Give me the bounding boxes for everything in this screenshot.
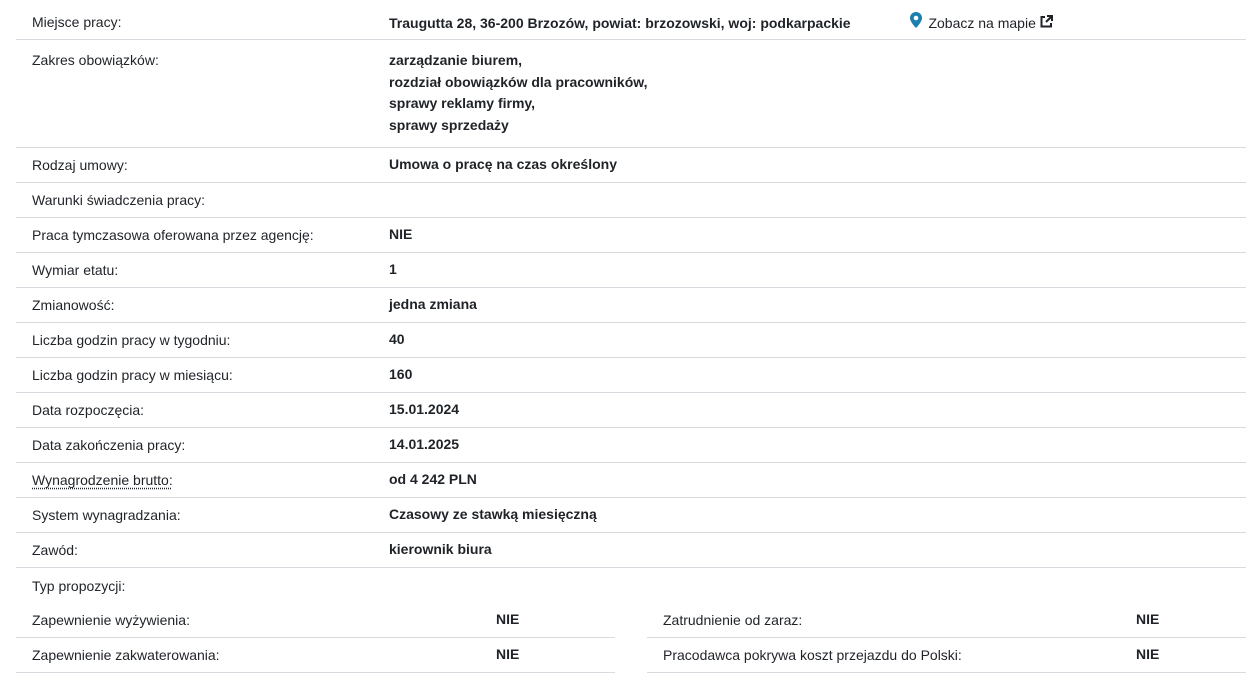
row-value: 40 bbox=[389, 331, 405, 348]
row-label: Zakres obowiązków: bbox=[32, 52, 159, 68]
map-pin-icon bbox=[910, 12, 922, 35]
row-label: Warunki świadczenia pracy: bbox=[32, 192, 205, 208]
row-duties bbox=[16, 40, 1246, 148]
row-hours-week bbox=[16, 323, 1246, 358]
row-label: Typ propozycji: bbox=[32, 577, 126, 594]
duty-item: sprawy reklamy firmy, bbox=[389, 95, 536, 111]
gross-salary-tooltip-trigger[interactable]: Wynagrodzenie brutto: bbox=[32, 472, 173, 488]
row-value: 15.01.2024 bbox=[389, 401, 460, 418]
row-label: System wynagradzania: bbox=[32, 507, 181, 523]
row-value: 160 bbox=[389, 366, 413, 383]
row-offer-type bbox=[16, 568, 1246, 603]
row-value: 1 bbox=[389, 261, 397, 278]
row-value: Czasowy ze stawką miesięczną bbox=[389, 506, 597, 523]
row-label: Zmianowość: bbox=[32, 297, 115, 313]
row-value bbox=[389, 50, 648, 136]
row-value: Umowa o pracę na czas określony bbox=[389, 156, 617, 173]
row-work-conditions bbox=[16, 183, 1246, 218]
row-value: kierownik biura bbox=[389, 541, 492, 558]
row-label: Rodzaj umowy: bbox=[32, 157, 128, 173]
row-immediate-hire bbox=[647, 603, 1246, 638]
offer-type-grid bbox=[16, 603, 1246, 673]
row-label: Miejsce pracy: bbox=[32, 14, 122, 30]
duty-item: zarządzanie biurem, bbox=[389, 52, 523, 68]
row-label: Liczba godzin pracy w miesiącu: bbox=[32, 367, 233, 383]
row-value: NIE bbox=[1136, 646, 1160, 663]
row-temporary-work bbox=[16, 218, 1246, 253]
offer-type-right-column bbox=[647, 603, 1246, 673]
row-label: Liczba godzin pracy w tygodniu: bbox=[32, 332, 231, 348]
row-label: Zawód: bbox=[32, 542, 78, 558]
row-label: Data zakończenia pracy: bbox=[32, 437, 186, 453]
duty-item: sprawy sprzedaży bbox=[389, 116, 509, 133]
show-on-map-link[interactable] bbox=[910, 12, 1052, 35]
row-label: Zapewnienie zakwaterowania: bbox=[32, 647, 220, 663]
row-accommodation bbox=[16, 638, 615, 673]
workplace-address: Traugutta 28, 36-200 Brzozów, powiat: brzozowski, woj: podkarpackie bbox=[389, 15, 851, 31]
row-workplace bbox=[16, 0, 1246, 40]
row-gross-salary bbox=[16, 463, 1246, 498]
row-occupation bbox=[16, 533, 1246, 568]
row-meals bbox=[16, 603, 615, 638]
row-end-date bbox=[16, 428, 1246, 463]
row-value: NIE bbox=[496, 611, 520, 628]
row-label: Praca tymczasowa oferowana przez agencję: bbox=[32, 227, 314, 243]
row-contract-type bbox=[16, 148, 1246, 183]
row-label bbox=[16, 470, 389, 490]
row-hours-month bbox=[16, 358, 1246, 393]
row-pay-system bbox=[16, 498, 1246, 533]
row-value: 14.01.2025 bbox=[389, 436, 460, 453]
row-label: Zatrudnienie od zaraz: bbox=[663, 612, 803, 628]
row-value bbox=[389, 12, 1053, 35]
row-travel-cost bbox=[647, 638, 1246, 673]
offer-type-left-column bbox=[16, 603, 615, 673]
row-label: Data rozpoczęcia: bbox=[32, 402, 145, 418]
show-on-map-label: Zobacz na mapie bbox=[928, 14, 1036, 31]
row-working-time bbox=[16, 253, 1246, 288]
row-value: NIE bbox=[496, 646, 520, 663]
row-label: Zapewnienie wyżywienia: bbox=[32, 612, 190, 628]
row-start-date bbox=[16, 393, 1246, 428]
row-label: Pracodawca pokrywa koszt przejazdu do Polski: bbox=[663, 647, 962, 663]
external-link-icon bbox=[1040, 13, 1053, 35]
row-label: Wymiar etatu: bbox=[32, 262, 119, 278]
row-shifts bbox=[16, 288, 1246, 323]
duty-item: rozdział obowiązków dla pracowników, bbox=[389, 73, 648, 90]
row-value: jedna zmiana bbox=[389, 296, 477, 313]
row-value: NIE bbox=[389, 226, 413, 243]
job-details-table bbox=[16, 0, 1246, 673]
row-value: NIE bbox=[1136, 611, 1160, 628]
row-value: od 4 242 PLN bbox=[389, 471, 477, 488]
